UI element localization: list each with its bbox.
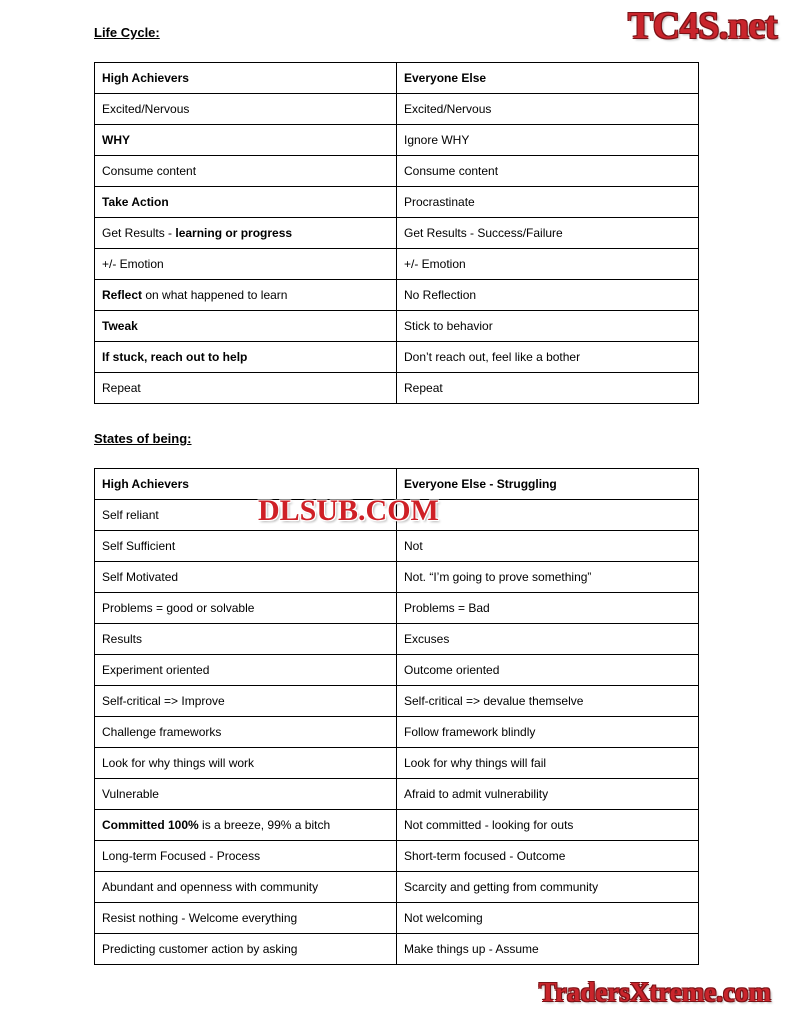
cell-high-achievers: Results <box>95 624 397 655</box>
cell-everyone-else: Excited/Nervous <box>397 94 699 125</box>
cell-everyone-else: Problems = Bad <box>397 593 699 624</box>
table-row <box>95 342 699 373</box>
column-header-everyone-else: Everyone Else <box>397 63 699 94</box>
cell-everyone-else: Scarcity and getting from community <box>397 872 699 903</box>
watermark-dlsub: DLSUB.COM <box>258 494 439 527</box>
cell-high-achievers: Take Action <box>95 187 397 218</box>
table-row <box>95 280 699 311</box>
cell-high-achievers: Self reliant <box>95 500 397 531</box>
cell-high-achievers: Self Sufficient <box>95 531 397 562</box>
table-row <box>95 872 699 903</box>
table-row <box>95 810 699 841</box>
cell-everyone-else: Excuses <box>397 624 699 655</box>
cell-high-achievers: Reflect on what happened to learn <box>95 280 397 311</box>
table-row <box>95 562 699 593</box>
cell-high-achievers: Problems = good or solvable <box>95 593 397 624</box>
column-header-high-achievers: High Achievers <box>95 469 397 500</box>
cell-high-achievers: Consume content <box>95 156 397 187</box>
cell-everyone-else: Afraid to admit vulnerability <box>397 779 699 810</box>
table-row <box>95 311 699 342</box>
cell-high-achievers: Self-critical => Improve <box>95 686 397 717</box>
cell-everyone-else: Procrastinate <box>397 187 699 218</box>
table-row <box>95 187 699 218</box>
cell-everyone-else <box>397 500 699 531</box>
cell-everyone-else: Not committed - looking for outs <box>397 810 699 841</box>
cell-high-achievers: Repeat <box>95 373 397 404</box>
table-row <box>95 249 699 280</box>
table-row <box>95 373 699 404</box>
table-row <box>95 686 699 717</box>
section-heading-states-of-being: States of being: <box>94 431 192 446</box>
table-row <box>95 218 699 249</box>
cell-everyone-else: Consume content <box>397 156 699 187</box>
states-of-being-table <box>94 468 699 965</box>
table-row <box>95 748 699 779</box>
cell-high-achievers: Committed 100% is a breeze, 99% a bitch <box>95 810 397 841</box>
table-row <box>95 903 699 934</box>
life-cycle-table <box>94 62 699 404</box>
cell-high-achievers: Predicting customer action by asking <box>95 934 397 965</box>
cell-everyone-else: Self-critical => devalue themselve <box>397 686 699 717</box>
watermark-tc4s: TC4S.net <box>627 5 777 47</box>
cell-everyone-else: Stick to behavior <box>397 311 699 342</box>
cell-everyone-else: Follow framework blindly <box>397 717 699 748</box>
table-row <box>95 779 699 810</box>
cell-everyone-else: Make things up - Assume <box>397 934 699 965</box>
cell-everyone-else: Outcome oriented <box>397 655 699 686</box>
cell-high-achievers: Experiment oriented <box>95 655 397 686</box>
cell-high-achievers: If stuck, reach out to help <box>95 342 397 373</box>
table-row <box>95 934 699 965</box>
cell-everyone-else: Short-term focused - Outcome <box>397 841 699 872</box>
table-row <box>95 655 699 686</box>
cell-everyone-else: Not welcoming <box>397 903 699 934</box>
table-row <box>95 624 699 655</box>
section-heading-life-cycle: Life Cycle: <box>94 25 160 40</box>
cell-high-achievers: Excited/Nervous <box>95 94 397 125</box>
table-row <box>95 125 699 156</box>
cell-high-achievers: Vulnerable <box>95 779 397 810</box>
table-header-row <box>95 63 699 94</box>
cell-high-achievers: Challenge frameworks <box>95 717 397 748</box>
cell-high-achievers: Abundant and openness with community <box>95 872 397 903</box>
table-row <box>95 841 699 872</box>
cell-everyone-else: +/- Emotion <box>397 249 699 280</box>
cell-high-achievers: Tweak <box>95 311 397 342</box>
cell-everyone-else: Repeat <box>397 373 699 404</box>
table-row <box>95 717 699 748</box>
cell-high-achievers: Resist nothing - Welcome everything <box>95 903 397 934</box>
cell-everyone-else: Not. “I’m going to prove something” <box>397 562 699 593</box>
cell-high-achievers: Long-term Focused - Process <box>95 841 397 872</box>
cell-everyone-else: Don’t reach out, feel like a bother <box>397 342 699 373</box>
table-row <box>95 94 699 125</box>
cell-high-achievers: +/- Emotion <box>95 249 397 280</box>
cell-everyone-else: Ignore WHY <box>397 125 699 156</box>
table-row <box>95 531 699 562</box>
cell-high-achievers: Look for why things will work <box>95 748 397 779</box>
column-header-everyone-else-struggling: Everyone Else - Struggling <box>397 469 699 500</box>
cell-everyone-else: Get Results - Success/Failure <box>397 218 699 249</box>
cell-high-achievers: Get Results - learning or progress <box>95 218 397 249</box>
table-row <box>95 156 699 187</box>
cell-everyone-else: Look for why things will fail <box>397 748 699 779</box>
cell-everyone-else: No Reflection <box>397 280 699 311</box>
cell-high-achievers: Self Motivated <box>95 562 397 593</box>
cell-everyone-else: Not <box>397 531 699 562</box>
watermark-tradersxtreme: TradersXtreme.com <box>538 977 771 1007</box>
table-row <box>95 593 699 624</box>
cell-high-achievers: WHY <box>95 125 397 156</box>
column-header-high-achievers: High Achievers <box>95 63 397 94</box>
